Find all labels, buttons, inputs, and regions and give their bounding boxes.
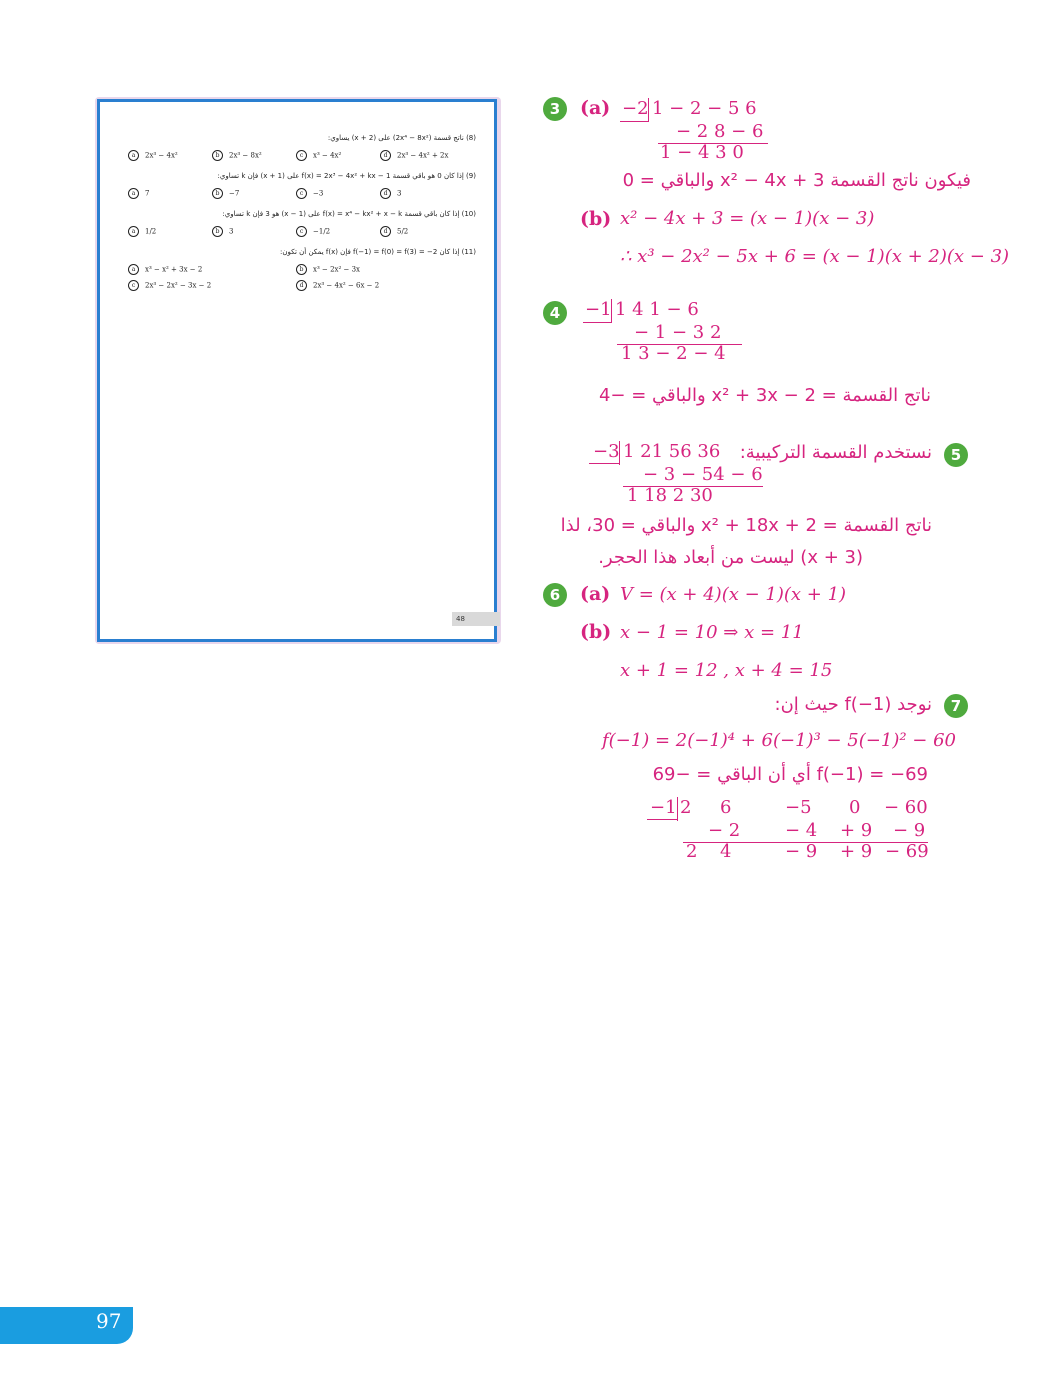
- answer-5-divisor-underline: [589, 463, 619, 464]
- page-thumbnail: [97, 99, 497, 642]
- answer-3b-line2: ∴ x³ − 2x² − 5x + 6 = (x − 1)(x + 2)(x − 3): [620, 246, 1010, 267]
- answer-3a-label: (a): [580, 97, 611, 119]
- answer-7-line1: f(−1) = 2(−1)⁴ + 6(−1)³ − 5(−1)² − 60: [602, 730, 956, 751]
- answer-7-row1-cell: 2: [680, 797, 692, 818]
- answer-3b-line1: x² − 4x + 3 = (x − 1)(x − 3): [620, 208, 875, 229]
- thumb-page-number: 48: [452, 612, 500, 626]
- answer-3-row1: 1 − 2 − 5 6: [652, 98, 757, 119]
- answer-7-divisor-bar: [677, 797, 678, 821]
- answer-3-badge: 3: [543, 97, 567, 121]
- answer-7-badge: 7: [944, 694, 968, 718]
- thumb-q8-option-d: d 2x³ − 4x² + 2x: [380, 150, 448, 161]
- answer-7-row1-cell: −5: [785, 797, 812, 818]
- answer-5-row3: 1 18 2 30: [627, 485, 713, 506]
- thumb-q11-option-a: a x³ − x² + 3x − 2: [128, 264, 202, 275]
- answer-5-intro: نستخدم القسمة التركيبية:: [739, 442, 932, 463]
- thumb-question-9: (9) إذا كان 0 هو باقي قسمة f(x) = 2x³ − 4x² + kx − 1 على (x + 1) فإن k تساوي:: [217, 172, 476, 180]
- answer-3-row3: 1 − 4 3 0: [660, 142, 744, 163]
- answer-7-intro: نوجد f(−1) حيث إن:: [774, 694, 932, 715]
- answer-3-divisor: −2: [622, 98, 649, 119]
- answer-6b-line1: x − 1 = 10 ⇒ x = 11: [620, 622, 804, 643]
- answer-5-conclusion2: (x + 3) ليست من أبعاد هذا الحجر.: [598, 547, 863, 568]
- answer-4-conclusion: ناتج القسمة = x² + 3x − 2 والباقي = −4: [598, 385, 931, 406]
- answer-5-badge: 5: [944, 443, 968, 467]
- answer-7-row3-cell: + 9: [840, 841, 873, 862]
- answer-4-divisor-underline: [583, 322, 611, 323]
- answer-7-row2-cell: − 2: [708, 820, 741, 841]
- answer-4-badge: 4: [543, 301, 567, 325]
- thumb-question-10: (10) إذا كان باقي قسمة f(x) = x⁴ − kx² + x − k على (x − 1) هو 3 فإن k تساوي:: [222, 210, 476, 218]
- thumb-q9-option-c: c −3: [296, 188, 323, 199]
- answer-5-divisor: −3: [593, 441, 620, 462]
- answer-7-row3-cell: 4: [720, 841, 732, 862]
- answer-5-row2: − 3 − 54 − 6: [643, 464, 763, 485]
- answer-7-row2-cell: + 9: [840, 820, 873, 841]
- answer-4-row3: 1 3 − 2 − 4: [621, 343, 726, 364]
- thumb-q8-option-c: c x³ − 4x²: [296, 150, 341, 161]
- thumb-question-11: (11) إذا كان f(−1) = f(0) = f(3) = −2 فإن f(x) يمكن أن تكون:: [279, 248, 476, 256]
- answer-7-row1-cell: 0: [849, 797, 861, 818]
- thumb-q9-option-a: a 7: [128, 188, 149, 199]
- answer-7-row2-cell: − 9: [893, 820, 926, 841]
- thumb-q8-option-b: b 2x³ − 8x²: [212, 150, 262, 161]
- thumb-q8-option-a: a 2x³ − 4x²: [128, 150, 178, 161]
- thumb-q11-option-b: b x³ − 2x² − 3x: [296, 264, 360, 275]
- answer-3-divisor-bar: [648, 98, 649, 122]
- answer-7-line2: f(−1) = −69 أي أن الباقي = −69: [652, 764, 928, 785]
- answer-4-row2: − 1 − 3 2: [634, 322, 722, 343]
- answer-4-row1: 1 4 1 − 6: [615, 299, 699, 320]
- answer-6-badge: 6: [543, 583, 567, 607]
- answer-3-divisor-underline: [620, 121, 648, 122]
- thumb-q9-option-b: b −7: [212, 188, 239, 199]
- thumb-q11-option-c: c 2x³ − 2x² − 3x − 2: [128, 280, 211, 291]
- thumb-q10-option-b: b 3: [212, 226, 233, 237]
- answer-6a-line: V = (x + 4)(x − 1)(x + 1): [620, 584, 847, 605]
- answer-5-conclusion1: ناتج القسمة = x² + 18x + 2 والباقي = 30، لذا: [560, 515, 932, 536]
- answer-5-row1: 1 21 56 36: [623, 441, 721, 462]
- answer-7-row2-cell: − 4: [785, 820, 818, 841]
- answer-7-row1-cell: − 60: [884, 797, 928, 818]
- thumb-q9-option-d: d 3: [380, 188, 401, 199]
- answer-6a-label: (a): [580, 583, 611, 605]
- answer-5-divisor-bar: [619, 441, 620, 465]
- answer-7-row1-cell: 6: [720, 797, 732, 818]
- answer-7-row3-cell: − 69: [885, 841, 929, 862]
- answer-6b-line2: x + 1 = 12 , x + 4 = 15: [620, 660, 833, 681]
- answer-3a-conclusion: فيكون ناتج القسمة x² − 4x + 3 والباقي = 0: [622, 170, 971, 191]
- answer-7-divisor-underline: [647, 819, 677, 820]
- thumb-q11-option-d: d 2x³ − 4x² − 6x − 2: [296, 280, 379, 291]
- answer-3-row2: − 2 8 − 6: [676, 121, 764, 142]
- answer-7-row3-cell: − 9: [785, 841, 818, 862]
- answer-3b-label: (b): [580, 208, 612, 230]
- answer-6b-label: (b): [580, 621, 612, 643]
- answer-7-divisor: −1: [650, 797, 677, 818]
- answer-4-divisor-bar: [611, 299, 612, 323]
- answer-7-row3-cell: 2: [686, 841, 698, 862]
- page-number: 97: [96, 1309, 122, 1333]
- answer-4-divisor: −1: [585, 299, 612, 320]
- thumb-q10-option-a: a 1/2: [128, 226, 156, 237]
- thumb-question-8: (8) ناتج قسمة (2x⁴ − 8x²) على (x + 2) يساوي:: [327, 134, 476, 142]
- thumb-q10-option-c: c −1/2: [296, 226, 330, 237]
- thumb-q10-option-d: d 5/2: [380, 226, 408, 237]
